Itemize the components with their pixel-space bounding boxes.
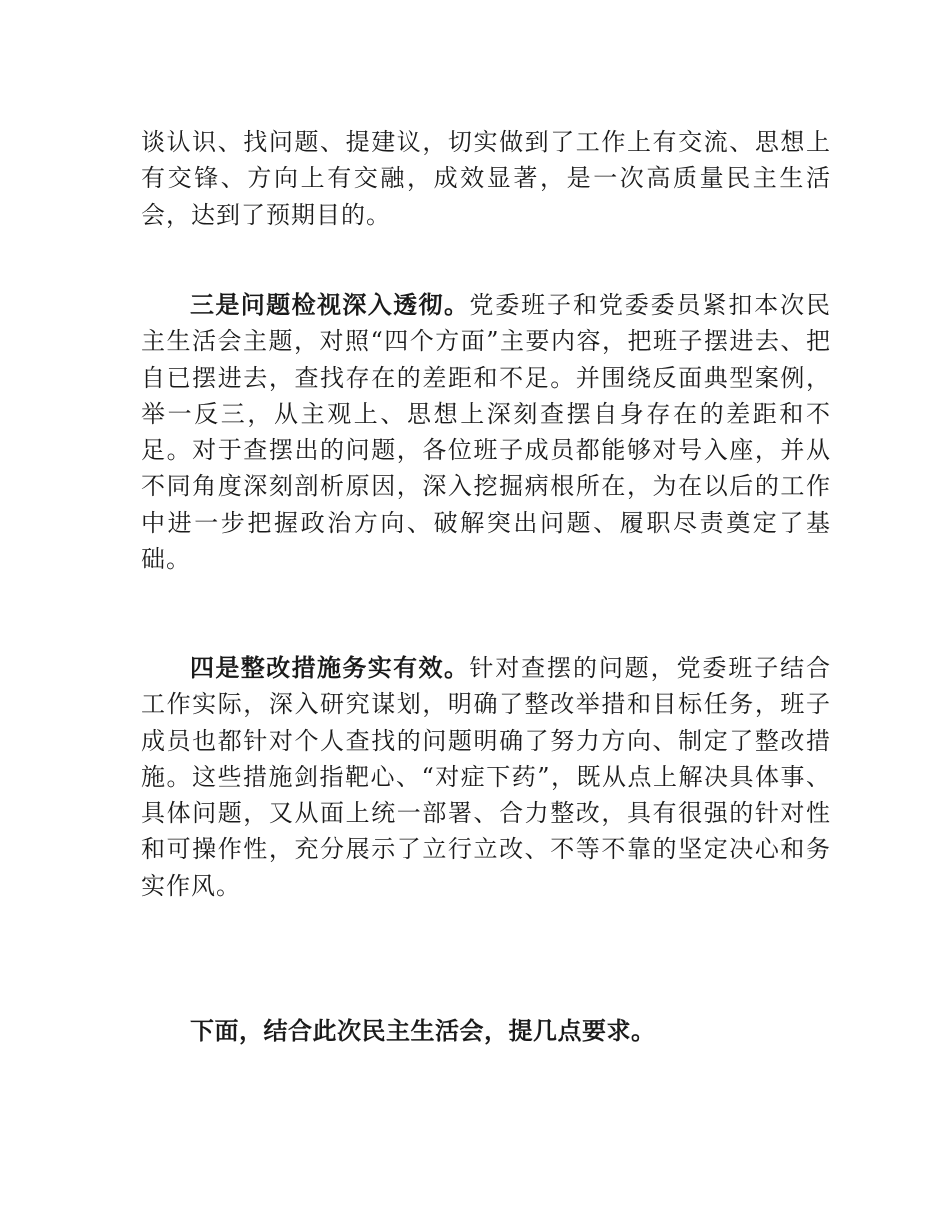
paragraph-problem-review [141,287,831,577]
paragraph-text: 党委班子和党委委员紧扣本次民主生活会主题，对照“四个方面”主要内容，把班子摆进去、把自已摆进去，查找存在的差距和不足。并围绕反面典型案例，举一反三，从主观上、思想上深刻查摆自身存在的差距和不足。对于查摆出的问题，各位班子成员都能够对号入座，并从不同角度深刻剖析原因，深入挖掘病根所在，为在以后的工作中进一步把握政治方向、破解突出问题、履职尽责奠定了基础。 [141,291,832,574]
paragraph-heading: 四是整改措施务实有效。 [190,654,470,682]
paragraph-heading: 下面，结合此次民主生活会，提几点要求。 [190,1017,656,1045]
paragraph-heading: 三是问题检视深入透彻。 [190,291,470,319]
paragraph-text: 谈认识、找问题、提建议，切实做到了工作上有交流、思想上有交锋、方向上有交融，成效显著，是一次高质量民主生活会，达到了预期目的。 [141,128,831,229]
paragraph-rectification-measures [141,650,831,904]
paragraph-continuation [141,124,831,233]
paragraph-requirements-intro [141,1013,831,1049]
paragraph-text: 针对查摆的问题，党委班子结合工作实际，深入研究谋划，明确了整改举措和目标任务，班子成员也都针对个人查找的问题明确了努力方向、制定了整改措施。这些措施剑指靶心、“对症下药”，既从点上解决具体事、具体问题，又从面上统一部署、合力整改，具有很强的针对性和可操作性，充分展示了立行立改、不等不靠的坚定决心和务实作风。 [141,654,832,900]
